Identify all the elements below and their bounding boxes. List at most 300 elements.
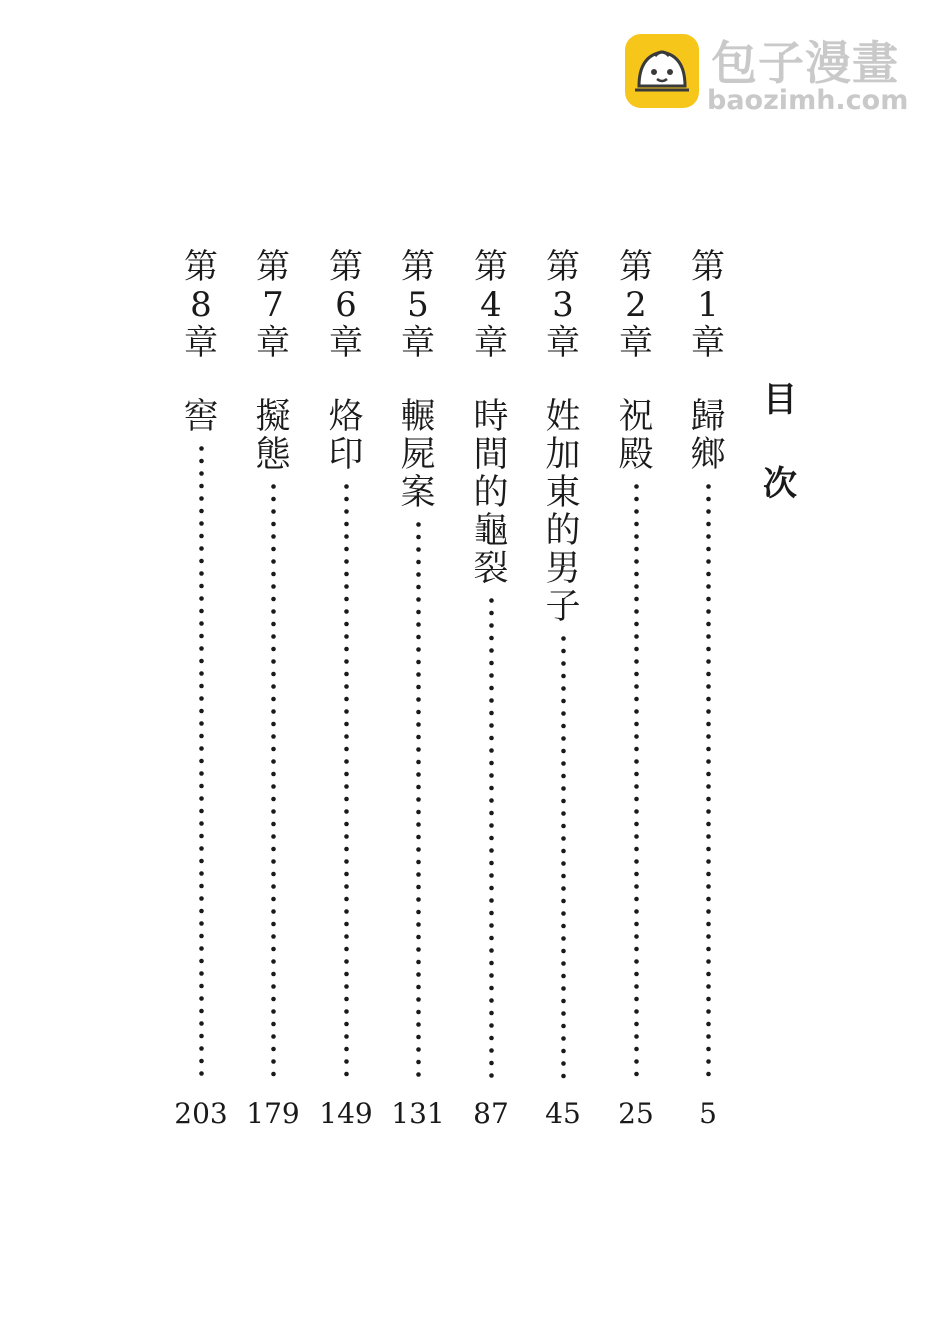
leader-dot	[416, 997, 421, 1002]
chapter-title-char: 的	[473, 473, 509, 513]
leader-dot	[489, 723, 494, 728]
leader-dot	[561, 761, 566, 766]
leader-dot	[416, 585, 421, 590]
leader-dot	[706, 522, 711, 527]
leader-dot	[344, 597, 349, 602]
leader-dot	[634, 1059, 639, 1064]
chapter-title-char: 祝	[618, 397, 654, 437]
leader-dot	[416, 672, 421, 677]
chapter-number-char: 第	[184, 247, 218, 287]
leader-dot	[634, 672, 639, 677]
leader-dot	[561, 861, 566, 866]
leader-dot	[199, 1034, 204, 1039]
chapter-title	[175, 398, 227, 436]
watermark	[625, 34, 925, 114]
leader-dot	[199, 821, 204, 826]
leader-dot	[706, 747, 711, 752]
chapter-title	[247, 398, 299, 474]
leader-dot	[271, 884, 276, 889]
leader-dot	[706, 934, 711, 939]
leader-dot	[561, 1036, 566, 1041]
leader-dot	[634, 972, 639, 977]
leader-dot	[344, 497, 349, 502]
leader-dot	[271, 647, 276, 652]
leader-dot	[199, 471, 204, 476]
leader-dot	[344, 922, 349, 927]
leader-dot	[416, 885, 421, 890]
leader-dot	[489, 1073, 494, 1078]
chapter-title	[610, 398, 662, 474]
leader-dot	[561, 661, 566, 666]
leader-dot	[706, 634, 711, 639]
chapter-number	[392, 248, 444, 362]
leader-dot	[706, 972, 711, 977]
leader-dot	[416, 647, 421, 652]
chapter-title-char: 印	[328, 435, 364, 475]
leader-dot	[706, 759, 711, 764]
leader-dot	[199, 684, 204, 689]
leader-dot	[706, 722, 711, 727]
leader-dot	[706, 1047, 711, 1052]
chapter-number-char: 第	[619, 247, 653, 287]
leader-dot	[271, 659, 276, 664]
leader-dot	[344, 934, 349, 939]
chapter-number	[465, 248, 517, 362]
leader-dot	[344, 584, 349, 589]
leader-dot	[489, 748, 494, 753]
leader-dot	[344, 872, 349, 877]
chapter-title-char: 屍	[400, 435, 436, 475]
leader-dot	[199, 759, 204, 764]
leader-dot	[271, 972, 276, 977]
leader-dot	[706, 647, 711, 652]
leader-dot	[561, 686, 566, 691]
leader-dot	[634, 684, 639, 689]
leader-dot	[416, 985, 421, 990]
leader-dot	[634, 522, 639, 527]
leader-dot	[344, 559, 349, 564]
leader-dot	[489, 948, 494, 953]
leader-dot	[634, 997, 639, 1002]
leader-dot	[634, 559, 639, 564]
toc-title-char: 次	[763, 464, 797, 504]
leader-dot	[199, 621, 204, 626]
leader-dot	[199, 446, 204, 451]
leader-dot	[344, 834, 349, 839]
dotted-leader	[634, 484, 639, 1086]
leader-dot	[416, 922, 421, 927]
leader-dot	[344, 909, 349, 914]
leader-dot	[561, 1074, 566, 1079]
leader-dot	[199, 696, 204, 701]
toc-title-char: 目	[763, 380, 797, 420]
leader-dot	[416, 785, 421, 790]
dotted-leader	[271, 484, 276, 1086]
leader-dot	[271, 784, 276, 789]
leader-dot	[416, 635, 421, 640]
leader-dot	[199, 946, 204, 951]
leader-dot	[271, 497, 276, 502]
leader-dot	[344, 847, 349, 852]
leader-dot	[634, 809, 639, 814]
leader-dot	[489, 911, 494, 916]
chapter-page-number: 149	[319, 1097, 373, 1130]
leader-dot	[489, 811, 494, 816]
leader-dot	[634, 647, 639, 652]
leader-dot	[561, 986, 566, 991]
leader-dot	[416, 685, 421, 690]
leader-dot	[344, 1059, 349, 1064]
leader-dot	[416, 872, 421, 877]
leader-dot	[199, 609, 204, 614]
leader-dot	[199, 559, 204, 564]
chapter-entry[interactable]	[175, 248, 227, 1138]
leader-dot	[344, 684, 349, 689]
leader-dot	[634, 484, 639, 489]
chapter-number-char: 第	[691, 247, 725, 287]
leader-dot	[489, 1061, 494, 1066]
leader-dot	[416, 522, 421, 527]
leader-dot	[561, 849, 566, 854]
leader-dot	[706, 884, 711, 889]
leader-dot	[271, 709, 276, 714]
leader-dot	[489, 598, 494, 603]
leader-dot	[489, 673, 494, 678]
leader-dot	[489, 648, 494, 653]
leader-dot	[271, 1022, 276, 1027]
leader-dot	[199, 646, 204, 651]
leader-dot	[199, 896, 204, 901]
leader-dot	[344, 897, 349, 902]
watermark-site-name: 包子漫畫	[711, 36, 899, 90]
leader-dot	[634, 622, 639, 627]
leader-dot	[634, 847, 639, 852]
chapter-entry[interactable]	[537, 248, 589, 1138]
leader-dot	[271, 1059, 276, 1064]
leader-dot	[706, 734, 711, 739]
leader-dot	[561, 874, 566, 879]
leader-dot	[199, 934, 204, 939]
leader-dot	[706, 834, 711, 839]
leader-dot	[489, 848, 494, 853]
leader-dot	[489, 711, 494, 716]
leader-dot	[199, 484, 204, 489]
leader-dot	[489, 936, 494, 941]
leader-dot	[199, 1021, 204, 1026]
leader-dot	[344, 509, 349, 514]
leader-dot	[489, 836, 494, 841]
leader-dot	[416, 535, 421, 540]
leader-dot	[561, 649, 566, 654]
chapter-title-char: 間	[473, 435, 509, 475]
leader-dot	[706, 572, 711, 577]
leader-dot	[706, 1059, 711, 1064]
leader-dot	[706, 484, 711, 489]
leader-dot	[706, 659, 711, 664]
chapter-number	[175, 248, 227, 362]
leader-dot	[344, 1009, 349, 1014]
leader-dot	[634, 547, 639, 552]
leader-dot	[706, 784, 711, 789]
leader-dot	[344, 697, 349, 702]
leader-dot	[489, 636, 494, 641]
leader-dot	[634, 834, 639, 839]
chapter-entry[interactable]	[610, 248, 662, 1138]
leader-dot	[344, 722, 349, 727]
leader-dot	[199, 734, 204, 739]
chapter-page-number: 25	[618, 1097, 654, 1130]
leader-dot	[706, 622, 711, 627]
leader-dot	[561, 799, 566, 804]
leader-dot	[344, 759, 349, 764]
chapter-title-char: 殿	[618, 435, 654, 475]
leader-dot	[344, 522, 349, 527]
leader-dot	[634, 784, 639, 789]
chapter-number-char: 7	[262, 285, 284, 325]
leader-dot	[489, 661, 494, 666]
chapter-title-char: 鄉	[690, 435, 726, 475]
leader-dot	[271, 909, 276, 914]
leader-dot	[706, 1034, 711, 1039]
chapter-number-char: 章	[619, 323, 653, 363]
leader-dot	[344, 534, 349, 539]
leader-dot	[561, 836, 566, 841]
leader-dot	[199, 1046, 204, 1051]
chapter-title	[537, 398, 589, 626]
chapter-number-char: 第	[474, 247, 508, 287]
leader-dot	[271, 772, 276, 777]
leader-dot	[199, 546, 204, 551]
leader-dot	[271, 822, 276, 827]
leader-dot	[199, 671, 204, 676]
leader-dot	[344, 609, 349, 614]
chapter-number	[247, 248, 299, 362]
leader-dot	[271, 572, 276, 577]
leader-dot	[561, 736, 566, 741]
chapter-title-char: 輾	[400, 397, 436, 437]
leader-dot	[706, 797, 711, 802]
leader-dot	[344, 797, 349, 802]
leader-dot	[561, 711, 566, 716]
leader-dot	[634, 884, 639, 889]
chapter-entry[interactable]	[682, 248, 734, 1138]
leader-dot	[416, 972, 421, 977]
leader-dot	[416, 722, 421, 727]
chapter-entry[interactable]	[320, 248, 372, 1138]
leader-dot	[271, 984, 276, 989]
chapter-page-number: 87	[473, 1097, 509, 1130]
leader-dot	[416, 797, 421, 802]
leader-dot	[634, 659, 639, 664]
leader-dot	[199, 571, 204, 576]
chapter-title	[465, 398, 517, 588]
chapter-title-char: 歸	[690, 397, 726, 437]
leader-dot	[416, 822, 421, 827]
chapter-page-number: 45	[545, 1097, 581, 1130]
leader-dot	[344, 572, 349, 577]
leader-dot	[199, 771, 204, 776]
leader-dot	[706, 872, 711, 877]
leader-dot	[344, 784, 349, 789]
leader-dot	[561, 699, 566, 704]
leader-dot	[344, 647, 349, 652]
leader-dot	[271, 534, 276, 539]
leader-dot	[199, 884, 204, 889]
leader-dot	[416, 760, 421, 765]
chapter-title-char: 烙	[328, 397, 364, 437]
chapter-number-char: 章	[546, 323, 580, 363]
chapter-title-char: 態	[255, 435, 291, 475]
chapter-title-char: 時	[473, 397, 509, 437]
leader-dot	[634, 734, 639, 739]
leader-dot	[489, 898, 494, 903]
leader-dot	[416, 910, 421, 915]
dotted-leader	[489, 598, 494, 1086]
leader-dot	[199, 784, 204, 789]
leader-dot	[706, 672, 711, 677]
leader-dot	[561, 1061, 566, 1066]
leader-dot	[344, 972, 349, 977]
leader-dot	[271, 1034, 276, 1039]
chapter-title-char: 加	[545, 435, 581, 475]
leader-dot	[416, 660, 421, 665]
leader-dot	[199, 796, 204, 801]
leader-dot	[706, 809, 711, 814]
leader-dot	[634, 922, 639, 927]
leader-dot	[634, 1072, 639, 1077]
leader-dot	[706, 922, 711, 927]
chapter-title-char: 龜	[473, 511, 509, 551]
leader-dot	[706, 997, 711, 1002]
leader-dot	[634, 1047, 639, 1052]
leader-dot	[199, 909, 204, 914]
leader-dot	[416, 747, 421, 752]
leader-dot	[634, 759, 639, 764]
leader-dot	[489, 611, 494, 616]
leader-dot	[561, 961, 566, 966]
leader-dot	[199, 584, 204, 589]
leader-dot	[706, 909, 711, 914]
chapter-title	[682, 398, 734, 474]
bun-logo-icon	[625, 34, 699, 108]
leader-dot	[271, 697, 276, 702]
leader-dot	[489, 1036, 494, 1041]
leader-dot	[561, 749, 566, 754]
leader-dot	[706, 1022, 711, 1027]
leader-dot	[634, 897, 639, 902]
leader-dot	[271, 747, 276, 752]
leader-dot	[271, 897, 276, 902]
leader-dot	[634, 697, 639, 702]
leader-dot	[416, 860, 421, 865]
leader-dot	[561, 1024, 566, 1029]
chapter-number	[320, 248, 372, 362]
leader-dot	[416, 610, 421, 615]
leader-dot	[489, 873, 494, 878]
leader-dot	[416, 1022, 421, 1027]
leader-dot	[706, 547, 711, 552]
leader-dot	[199, 871, 204, 876]
leader-dot	[271, 684, 276, 689]
leader-dot	[344, 1022, 349, 1027]
leader-dot	[561, 1011, 566, 1016]
leader-dot	[344, 947, 349, 952]
leader-dot	[344, 959, 349, 964]
leader-dot	[634, 859, 639, 864]
leader-dot	[416, 810, 421, 815]
leader-dot	[344, 859, 349, 864]
leader-dot	[199, 459, 204, 464]
leader-dot	[706, 584, 711, 589]
leader-dot	[344, 747, 349, 752]
leader-dot	[344, 997, 349, 1002]
leader-dot	[199, 834, 204, 839]
leader-dot	[706, 859, 711, 864]
leader-dot	[344, 634, 349, 639]
leader-dot	[199, 809, 204, 814]
leader-dot	[271, 847, 276, 852]
leader-dot	[416, 560, 421, 565]
chapter-title	[392, 398, 444, 512]
watermark-url: baozimh.com	[707, 85, 909, 116]
leader-dot	[271, 609, 276, 614]
leader-dot	[271, 547, 276, 552]
leader-dot	[199, 921, 204, 926]
chapter-number-char: 6	[335, 285, 357, 325]
chapter-entry[interactable]	[392, 248, 444, 1138]
leader-dot	[416, 960, 421, 965]
leader-dot	[561, 886, 566, 891]
leader-dot	[561, 999, 566, 1004]
leader-dot	[489, 686, 494, 691]
leader-dot	[271, 959, 276, 964]
chapter-title-char: 子	[545, 587, 581, 627]
chapter-title-char: 窖	[183, 397, 219, 437]
chapter-entry[interactable]	[465, 248, 517, 1138]
leader-dot	[489, 798, 494, 803]
leader-dot	[199, 984, 204, 989]
leader-dot	[489, 1023, 494, 1028]
leader-dot	[271, 597, 276, 602]
leader-dot	[199, 521, 204, 526]
leader-dot	[416, 1035, 421, 1040]
leader-dot	[344, 984, 349, 989]
chapter-entry[interactable]	[247, 248, 299, 1138]
chapter-number-char: 1	[697, 285, 719, 325]
leader-dot	[706, 847, 711, 852]
leader-dot	[489, 698, 494, 703]
leader-dot	[489, 998, 494, 1003]
leader-dot	[199, 1071, 204, 1076]
leader-dot	[706, 597, 711, 602]
leader-dot	[416, 735, 421, 740]
chapter-number	[610, 248, 662, 362]
chapter-page-number: 179	[246, 1097, 300, 1130]
chapter-title-char: 擬	[255, 397, 291, 437]
leader-dot	[706, 1009, 711, 1014]
leader-dot	[271, 634, 276, 639]
chapter-number	[682, 248, 734, 362]
leader-dot	[344, 809, 349, 814]
leader-dot	[271, 1072, 276, 1077]
leader-dot	[271, 934, 276, 939]
leader-dot	[344, 622, 349, 627]
leader-dot	[489, 823, 494, 828]
leader-dot	[199, 1009, 204, 1014]
leader-dot	[416, 835, 421, 840]
leader-dot	[271, 672, 276, 677]
leader-dot	[634, 597, 639, 602]
